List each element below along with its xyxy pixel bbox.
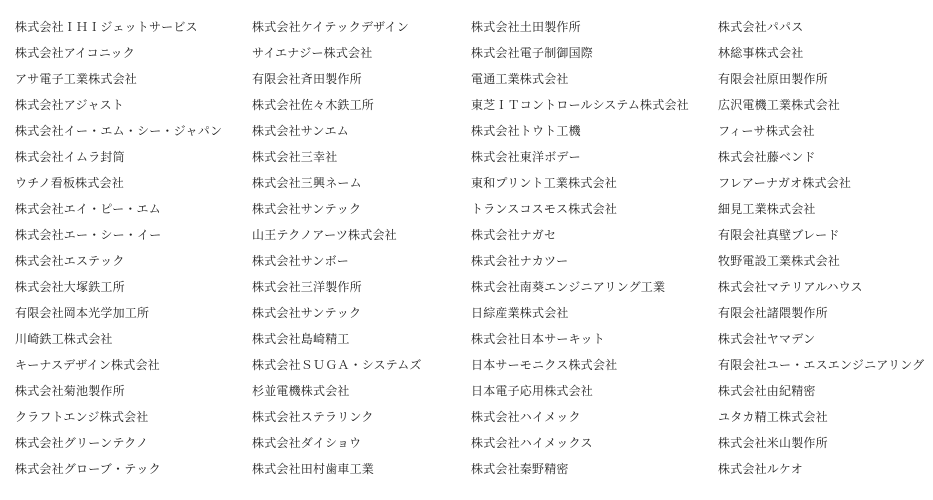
company-name: フィーサ株式会社 xyxy=(718,124,815,138)
company-name: 株式会社サンボー xyxy=(252,254,350,268)
company-name: 株式会社ハイメック xyxy=(471,410,581,424)
company-name: 株式会社ステラリンク xyxy=(252,410,374,424)
company-name: 株式会社パパス xyxy=(718,20,804,34)
company-name: 株式会社南葵エンジニアリング工業 xyxy=(471,280,666,294)
company-name: 細見工業株式会社 xyxy=(718,202,816,216)
company-name: 株式会社マテリアルハウス xyxy=(718,280,863,294)
company-name: キーナスデザイン株式会社 xyxy=(15,358,160,372)
company-name: 株式会社菊池製作所 xyxy=(15,384,125,398)
company-name: 株式会社土田製作所 xyxy=(471,20,581,34)
company-name: 株式会社アジャスト xyxy=(15,98,125,112)
company-name: 株式会社ナガセ xyxy=(471,228,557,242)
company-name: クラフトエンジ株式会社 xyxy=(15,410,149,424)
company-name: 有限会社真壁ブレード xyxy=(718,228,840,242)
company-name: 有限会社諸隈製作所 xyxy=(718,306,828,320)
company-name: 株式会社由紀精密 xyxy=(718,384,816,398)
company-name: 株式会社エステック xyxy=(15,254,125,268)
company-name: 株式会社エイ・ピー・エム xyxy=(15,202,161,216)
company-name: アサ電子工業株式会社 xyxy=(15,72,138,86)
company-name: 株式会社グリーンテクノ xyxy=(15,436,149,450)
company-column-3 xyxy=(471,14,689,482)
company-name: 株式会社イー・エム・シー・ジャパン xyxy=(15,124,223,138)
company-name: 株式会社アイコニック xyxy=(15,46,135,60)
company-name: 株式会社ルケオ xyxy=(718,462,803,476)
company-name: 有限会社岡本光学加工所 xyxy=(15,306,150,320)
company-name: 株式会社三洋製作所 xyxy=(252,280,362,294)
company-name: 株式会社ハイメックス xyxy=(471,436,593,450)
company-name: 川崎鉄工株式会社 xyxy=(15,332,113,346)
company-name: ユタカ精工株式会社 xyxy=(718,410,828,424)
company-name: 株式会社ＳＵＧＡ・システムズ xyxy=(252,358,422,372)
company-name: 牧野電設工業株式会社 xyxy=(718,254,841,268)
company-name: フレアーナガオ株式会社 xyxy=(718,176,852,190)
company-name: トランスコスモス株式会社 xyxy=(471,202,618,216)
company-name: 株式会社ＩＨＩジェットサービス xyxy=(15,20,198,34)
company-name: 株式会社島崎精工 xyxy=(252,332,350,346)
company-name: 株式会社米山製作所 xyxy=(718,436,828,450)
company-name: 東和プリント工業株式会社 xyxy=(471,176,617,190)
company-name: 日本サーモニクス株式会社 xyxy=(471,358,618,372)
company-name: 株式会社三興ネーム xyxy=(252,176,362,190)
company-name: 日本電子応用株式会社 xyxy=(471,384,594,398)
company-name: 株式会社ヤマデン xyxy=(718,332,816,346)
company-name: 株式会社グローブ・テック xyxy=(15,462,161,476)
company-name: 山王テクノアーツ株式会社 xyxy=(252,228,397,242)
company-name: 株式会社サンテック xyxy=(252,202,362,216)
company-name: 杉並電機株式会社 xyxy=(252,384,350,398)
company-name: 株式会社三幸社 xyxy=(252,150,338,164)
company-name: 株式会社日本サーキット xyxy=(471,332,605,346)
company-column-2 xyxy=(252,14,422,482)
company-name: 株式会社エー・シー・イー xyxy=(15,228,162,242)
company-name: 株式会社ケイテックデザイン xyxy=(252,20,409,34)
company-name: 株式会社イムラ封筒 xyxy=(15,150,125,164)
company-name: 株式会社サンエム xyxy=(252,124,350,138)
company-name: サイエナジー株式会社 xyxy=(252,46,373,60)
company-name: 株式会社電子制御国際 xyxy=(471,46,594,60)
company-name: 株式会社サンテック xyxy=(252,306,362,320)
company-name: 株式会社ダイショウ xyxy=(252,436,362,450)
company-column-1 xyxy=(15,14,222,482)
company-name: 有限会社ユー・エスエンジニアリング xyxy=(718,358,925,372)
company-name: 有限会社原田製作所 xyxy=(718,72,828,86)
company-name: 株式会社田村歯車工業 xyxy=(252,462,375,476)
company-name: 林総事株式会社 xyxy=(718,46,804,60)
company-name: 株式会社大塚鉄工所 xyxy=(15,280,125,294)
company-name: 電通工業株式会社 xyxy=(471,72,569,86)
company-column-4 xyxy=(718,14,924,482)
company-name: 株式会社東洋ボデー xyxy=(471,150,581,164)
company-name: 日綜産業株式会社 xyxy=(471,306,569,320)
company-name: 東芝ＩＴコントロールシステム株式会社 xyxy=(471,98,689,112)
company-name: 株式会社秦野精密 xyxy=(471,462,569,476)
company-name: 株式会社藤ベンド xyxy=(718,150,816,164)
company-name: 株式会社トウト工機 xyxy=(471,124,581,138)
company-name: ウチノ看板株式会社 xyxy=(15,176,124,190)
company-name: 株式会社ナカツー xyxy=(471,254,569,268)
company-name: 株式会社佐々木鉄工所 xyxy=(252,98,375,112)
company-name: 有限会社斉田製作所 xyxy=(252,72,362,86)
company-name: 広沢電機工業株式会社 xyxy=(718,98,841,112)
